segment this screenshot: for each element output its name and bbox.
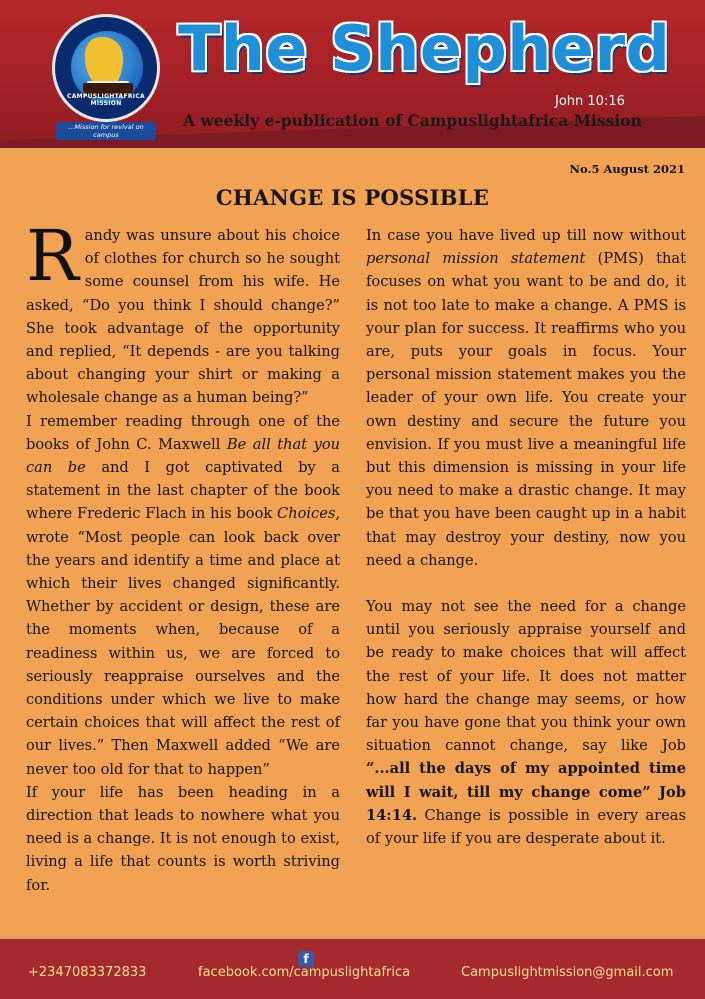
paragraph-text: (PMS) that focuses on what you want to be and do, it is not too late to make a change. A PMS is your plan for success. It reaffirms who you are, puts your goals in focus. Your personal mission statement makes you the leader of your own life. You create your own destiny and secure the future you envision. If you must live a meaningful life but this dimension is missing in your life you need to make a drastic change. It may be that you have been caught up in a habit that may destroy your destiny, now you need a change. xyxy=(366,250,686,569)
paragraph-text: I remember reading through one of the books of John C. Maxwell xyxy=(26,412,340,453)
paragraph-gap xyxy=(366,572,686,595)
paragraph xyxy=(26,410,340,781)
phone-number[interactable]: +2347083372833 xyxy=(28,965,147,980)
logo-subtitle: ...Mission for revival on campus xyxy=(56,122,156,140)
book-title: Be all that you can be xyxy=(26,435,341,477)
paragraph-text: In case you have lived up till now without xyxy=(366,227,686,244)
mission-logo xyxy=(52,14,160,122)
publication-title: The Shepherd xyxy=(178,12,671,85)
bible-verse: John 10:16 xyxy=(555,94,625,109)
publication-tagline: A weekly e-publication of Campuslightafrica Mission xyxy=(183,111,642,130)
paragraph-text: and I got captivated by a statement in the last chapter of the book where Frederic Flach in his book xyxy=(26,459,341,523)
paragraph-text: andy was unsure about his choice of clothes for church so he sought some counsel from his wife. He asked, “Do you think I should change?” She took advantage of the opportunity and replied, “It depends - are you talking about changing your shirt or making a wholesale change as a human being?” xyxy=(26,227,340,407)
footer-divider xyxy=(0,936,705,939)
paragraph xyxy=(26,215,340,410)
paragraph: If your life has been heading in a direction that leads to nowhere what you need is a change. It is not enough to exist, living a life that counts is worth striving for. xyxy=(26,783,340,894)
paragraph xyxy=(366,224,686,572)
email-link[interactable]: Campuslightmission@gmail.com xyxy=(461,965,674,980)
drop-cap: R xyxy=(26,215,79,297)
paragraph-text: Change is possible in every areas of your life if you are desperate about it. xyxy=(366,806,686,848)
issue-number: No.5 August 2021 xyxy=(569,162,685,176)
article-column-right xyxy=(366,224,686,850)
book-title: Choices xyxy=(277,505,336,523)
paragraph-text: , wrote “Most people can look back over the years and identify a time and place at which their lives changed significantly. Whether by accident or design, these are the moments when, because of a readiness within us, we are forced to seriously reappraise ourselves and the conditions under which we live to make certain choices that will affect the rest of our lives.” Then Maxwell added “We are never too old for that to happen” xyxy=(26,505,340,778)
article-headline: CHANGE IS POSSIBLE xyxy=(215,185,490,210)
article-column-left xyxy=(26,215,341,897)
emphasis-text: personal mission statement xyxy=(366,250,586,268)
logo-rim-text: CAMPUSLIGHTAFRICA MISSION xyxy=(67,93,145,107)
scripture-quote: “...all the days of my appointed time will I wait, till my change come” Job 14:14. xyxy=(366,760,686,824)
facebook-icon[interactable]: f xyxy=(298,951,314,967)
facebook-link[interactable]: facebook.com/campuslightafrica xyxy=(198,965,411,980)
paragraph xyxy=(366,595,686,850)
paragraph-text: You may not see the need for a change until you seriously appraise yourself and be ready to make choices that will affect the rest of your life. It does not matter how hard the change may seems, or how far you have gone that you think your own situation cannot change, say like Job xyxy=(366,598,686,755)
